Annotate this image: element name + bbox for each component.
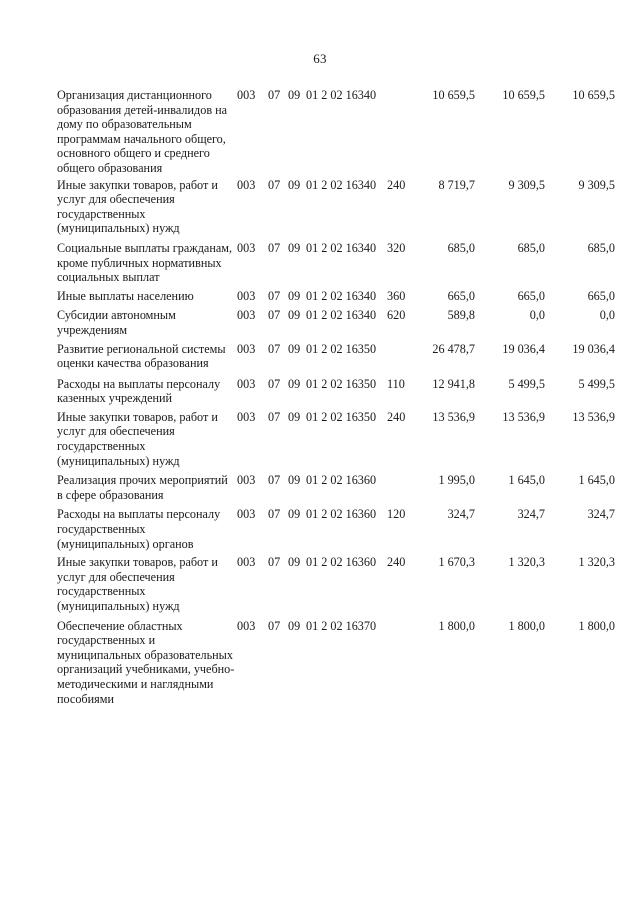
amount-year-2: 19 036,4	[502, 341, 545, 356]
expense-type-code: 120	[387, 507, 406, 522]
amount-year-3: 665,0	[587, 288, 615, 303]
amount-year-2: 1 645,0	[508, 473, 545, 488]
amount-year-3: 5 499,5	[578, 376, 615, 391]
subsection-code: 09	[288, 341, 301, 356]
amount-year-1: 26 478,7	[432, 341, 475, 356]
expense-item-name: Расходы на выплаты персоналу государственных (муниципальных) органов	[57, 507, 221, 551]
target-article-code: 01 2 02 16340	[306, 288, 377, 303]
amount-year-1: 1 800,0	[438, 618, 475, 633]
admin-code: 003	[237, 618, 256, 633]
table-row	[57, 289, 623, 304]
amount-year-1: 324,7	[447, 507, 475, 522]
subsection-code: 09	[288, 409, 301, 424]
admin-code: 003	[237, 88, 256, 102]
section-code: 07	[268, 240, 281, 255]
target-article-code: 01 2 02 16340	[306, 88, 377, 102]
amount-year-2: 5 499,5	[508, 376, 545, 391]
section-code: 07	[268, 473, 281, 488]
expense-item-name: Иные закупки товаров, работ и услуг для обеспечения государственных (муниципальных) нужд	[57, 555, 218, 613]
amount-year-2: 13 536,9	[502, 409, 545, 424]
amount-year-1: 8 719,7	[438, 177, 475, 192]
amount-year-2: 324,7	[517, 507, 545, 522]
expense-item-name: Иные закупки товаров, работ и услуг для обеспечения государственных (муниципальных) нужд	[57, 177, 218, 236]
amount-year-3: 1 320,3	[578, 555, 615, 570]
admin-code: 003	[237, 308, 256, 323]
target-article-code: 01 2 02 16360	[306, 555, 377, 570]
section-code: 07	[268, 341, 281, 356]
amount-year-1: 589,8	[447, 308, 475, 323]
amount-year-3: 685,0	[587, 240, 615, 255]
subsection-code: 09	[288, 618, 301, 633]
table-row	[57, 555, 623, 613]
admin-code: 003	[237, 240, 256, 255]
table-row	[57, 88, 623, 176]
subsection-code: 09	[288, 288, 301, 303]
amount-year-1: 665,0	[447, 288, 475, 303]
amount-year-2: 9 309,5	[508, 177, 545, 192]
admin-code: 003	[237, 177, 256, 192]
subsection-code: 09	[288, 88, 301, 102]
admin-code: 003	[237, 507, 256, 522]
amount-year-1: 1 670,3	[438, 555, 475, 570]
expense-type-code: 360	[387, 288, 406, 303]
amount-year-1: 10 659,5	[432, 88, 475, 102]
section-code: 07	[268, 555, 281, 570]
subsection-code: 09	[288, 376, 301, 391]
section-code: 07	[268, 288, 281, 303]
amount-year-3: 9 309,5	[578, 177, 615, 192]
subsection-code: 09	[288, 177, 301, 192]
expense-item-name: Обеспечение областных государственных и муниципальных образовательных организаций учебниками, учебно-методическими и наглядными пособиями	[57, 618, 235, 706]
target-article-code: 01 2 02 16340	[306, 308, 377, 323]
expense-item-name: Субсидии автономным учреждениям	[57, 308, 176, 337]
admin-code: 003	[237, 473, 256, 488]
expense-item-name: Расходы на выплаты персоналу казенных учреждений	[57, 376, 221, 406]
budget-table	[57, 88, 623, 706]
amount-year-3: 13 536,9	[572, 409, 615, 424]
amount-year-2: 10 659,5	[502, 88, 545, 102]
admin-code: 003	[237, 288, 256, 303]
expense-type-code: 240	[387, 177, 406, 192]
table-row	[57, 410, 623, 468]
expense-item-name: Социальные выплаты гражданам, кроме публичных нормативных социальных выплат	[57, 240, 233, 285]
target-article-code: 01 2 02 16360	[306, 473, 377, 488]
amount-year-1: 13 536,9	[432, 409, 475, 424]
section-code: 07	[268, 88, 281, 102]
admin-code: 003	[237, 376, 256, 391]
table-row	[57, 241, 623, 285]
expense-type-code: 240	[387, 555, 406, 570]
table-row	[57, 342, 623, 371]
amount-year-3: 1 800,0	[578, 618, 615, 633]
amount-year-2: 1 800,0	[508, 618, 545, 633]
amount-year-3: 10 659,5	[572, 88, 615, 102]
target-article-code: 01 2 02 16350	[306, 341, 377, 356]
subsection-code: 09	[288, 473, 301, 488]
page-number: 63	[313, 51, 327, 66]
expense-item-name: Организация дистанционного образования детей-инвалидов на дому по образовательным программам начального общего, основного общего и среднего общего образования	[57, 88, 228, 175]
table-row	[57, 377, 623, 406]
amount-year-3: 19 036,4	[572, 341, 615, 356]
section-code: 07	[268, 409, 281, 424]
expense-type-code: 320	[387, 240, 406, 255]
section-code: 07	[268, 376, 281, 391]
amount-year-3: 0,0	[599, 308, 615, 323]
table-row	[57, 619, 623, 707]
amount-year-3: 1 645,0	[578, 473, 615, 488]
target-article-code: 01 2 02 16340	[306, 177, 377, 192]
amount-year-1: 685,0	[447, 240, 475, 255]
amount-year-3: 324,7	[587, 507, 615, 522]
amount-year-2: 685,0	[517, 240, 545, 255]
section-code: 07	[268, 618, 281, 633]
subsection-code: 09	[288, 240, 301, 255]
expense-type-code: 110	[387, 376, 405, 391]
target-article-code: 01 2 02 16340	[306, 240, 377, 255]
amount-year-2: 665,0	[517, 288, 545, 303]
expense-item-name: Реализация прочих мероприятий в сфере образования	[57, 473, 228, 502]
admin-code: 003	[237, 409, 256, 424]
target-article-code: 01 2 02 16350	[306, 376, 377, 391]
amount-year-2: 1 320,3	[508, 555, 545, 570]
subsection-code: 09	[288, 308, 301, 323]
target-article-code: 01 2 02 16370	[306, 618, 377, 633]
target-article-code: 01 2 02 16350	[306, 409, 377, 424]
subsection-code: 09	[288, 555, 301, 570]
table-row	[57, 473, 623, 502]
table-row	[57, 308, 623, 337]
amount-year-1: 12 941,8	[432, 376, 475, 391]
expense-item-name: Иные закупки товаров, работ и услуг для обеспечения государственных (муниципальных) нужд	[57, 409, 218, 468]
section-code: 07	[268, 507, 281, 522]
section-code: 07	[268, 308, 281, 323]
section-code: 07	[268, 177, 281, 192]
expense-type-code: 240	[387, 409, 406, 424]
expense-item-name: Развитие региональной системы оценки качества образования	[57, 341, 226, 371]
table-row	[57, 507, 623, 551]
expense-type-code: 620	[387, 308, 406, 323]
target-article-code: 01 2 02 16360	[306, 507, 377, 522]
admin-code: 003	[237, 555, 256, 570]
subsection-code: 09	[288, 507, 301, 522]
expense-item-name: Иные выплаты населению	[57, 288, 194, 303]
table-row	[57, 178, 623, 236]
amount-year-1: 1 995,0	[438, 473, 475, 488]
amount-year-2: 0,0	[529, 308, 545, 323]
admin-code: 003	[237, 341, 256, 356]
